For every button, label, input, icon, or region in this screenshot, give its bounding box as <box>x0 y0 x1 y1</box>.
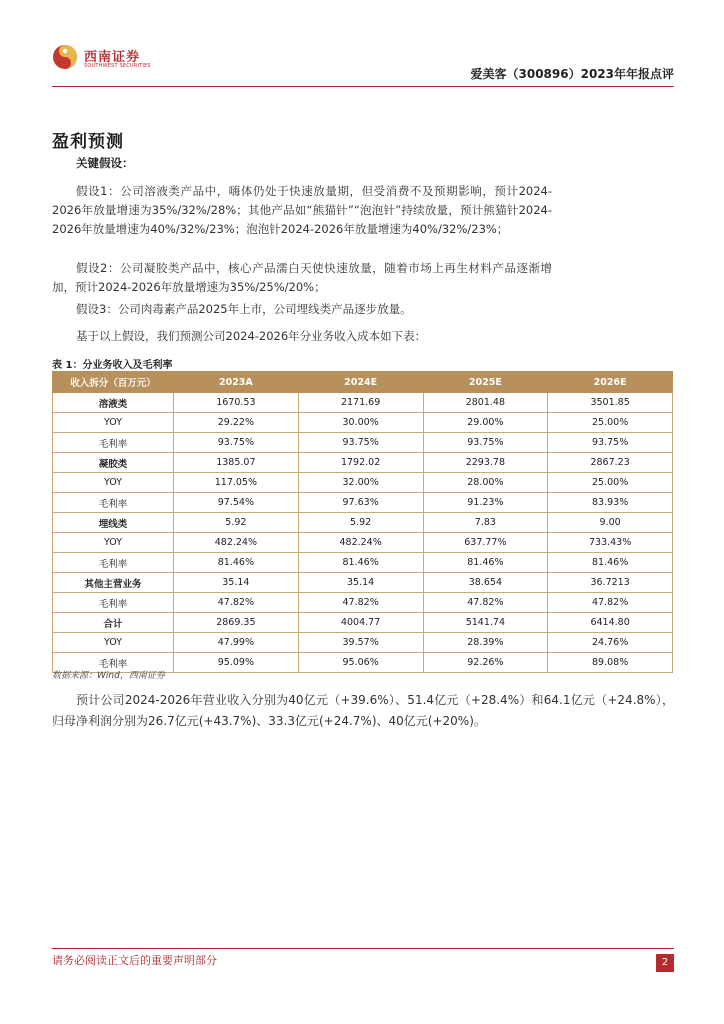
logo-icon <box>52 44 78 70</box>
table-cell: 24.76% <box>548 633 673 653</box>
table-cell: 81.46% <box>298 553 423 573</box>
table-cell: 733.43% <box>548 533 673 553</box>
table-cell: 2293.78 <box>423 453 548 473</box>
table-row-label: 凝胶类 <box>53 453 174 473</box>
footer-disclaimer: 请务必阅读正文后的重要声明部分 <box>52 954 217 967</box>
table-cell: 2171.69 <box>298 393 423 413</box>
table-cell: 93.75% <box>423 433 548 453</box>
forecast-intro: 基于以上假设，我们预测公司2024-2026年分业务收入成本如下表： <box>76 329 427 343</box>
table-cell: 25.00% <box>548 413 673 433</box>
table-cell: 29.00% <box>423 413 548 433</box>
table-cell: 92.26% <box>423 653 548 673</box>
table-cell: 91.23% <box>423 493 548 513</box>
table-cell: 47.82% <box>423 593 548 613</box>
table-cell: 30.00% <box>298 413 423 433</box>
table-row <box>53 593 673 613</box>
table-cell: 81.46% <box>174 553 299 573</box>
table-cell: 1670.53 <box>174 393 299 413</box>
table-row <box>53 473 673 493</box>
table-cell: 25.00% <box>548 473 673 493</box>
table-cell: 1385.07 <box>174 453 299 473</box>
table-row <box>53 553 673 573</box>
footer-divider <box>52 948 674 949</box>
table-row-label: 埋线类 <box>53 513 174 533</box>
table-cell: 6414.80 <box>548 613 673 633</box>
logo-chinese-name: 西南证券 <box>84 50 141 65</box>
table-row-label: YOY <box>53 533 174 553</box>
table-cell: 93.75% <box>548 433 673 453</box>
table-header-cell: 2024E <box>298 372 423 393</box>
table-cell: 81.46% <box>548 553 673 573</box>
table-row <box>53 613 673 633</box>
table-cell: 39.57% <box>298 633 423 653</box>
table-row-label: 毛利率 <box>53 433 174 453</box>
table-cell: 95.09% <box>174 653 299 673</box>
table-row-label: YOY <box>53 633 174 653</box>
table-cell: 47.99% <box>174 633 299 653</box>
table-row-label: YOY <box>53 473 174 493</box>
table-cell: 482.24% <box>174 533 299 553</box>
assumption-1: 假设1：公司溶液类产品中，嗨体仍处于快速放量期，但受消费不及预期影响，预计2024-2026年放量增速为35%/32%/28%；其他产品如“熊猫针”“泡泡针”持续放量，预计熊猫针2024-2026年放量增速为40%/32%/23%；泡泡针2024-2026年放量增速为40%/32%/23%； <box>52 184 552 236</box>
table-row <box>53 393 673 413</box>
table-cell: 35.14 <box>174 573 299 593</box>
table-cell: 47.82% <box>298 593 423 613</box>
table-row <box>53 413 673 433</box>
table-cell: 5.92 <box>174 513 299 533</box>
table-cell: 38.654 <box>423 573 548 593</box>
table-cell: 97.54% <box>174 493 299 513</box>
table-title: 表 1：分业务收入及毛利率 <box>52 360 173 371</box>
page-header <box>52 38 674 87</box>
table-row-label: YOY <box>53 413 174 433</box>
table-cell: 93.75% <box>298 433 423 453</box>
table-row-label: 毛利率 <box>53 593 174 613</box>
table-row <box>53 493 673 513</box>
table-cell: 9.00 <box>548 513 673 533</box>
table-row-label: 溶液类 <box>53 393 174 413</box>
table-cell: 97.63% <box>298 493 423 513</box>
table-cell: 5141.74 <box>423 613 548 633</box>
page-number: 2 <box>656 954 674 972</box>
table-cell: 3501.85 <box>548 393 673 413</box>
table-row-label: 其他主营业务 <box>53 573 174 593</box>
table-header-cell: 2025E <box>423 372 548 393</box>
forecast-conclusion: 预计公司2024-2026年营业收入分别为40亿元（+39.6%）、51.4亿元（+28.4%）和64.1亿元（+24.8%），归母净利润分别为26.7亿元(+43.7%)、33.3亿元(+24.7%)、40亿元(+20%)。 <box>52 693 674 728</box>
table-cell: 1792.02 <box>298 453 423 473</box>
table-cell: 637.77% <box>423 533 548 553</box>
table-cell: 83.93% <box>548 493 673 513</box>
section-title: 盈利预测 <box>52 132 124 152</box>
table-row <box>53 513 673 533</box>
table-row <box>53 433 673 453</box>
table-cell: 28.39% <box>423 633 548 653</box>
table-header-cell: 2026E <box>548 372 673 393</box>
revenue-table <box>52 371 673 673</box>
table-row <box>53 453 673 473</box>
table-cell: 7.83 <box>423 513 548 533</box>
assumption-2: 假设2：公司凝胶类产品中，核心产品濡白天使快速放量，随着市场上再生材料产品逐渐增加，预计2024-2026年放量增速为35%/25%/20%； <box>52 261 552 294</box>
table-row <box>53 533 673 553</box>
table-cell: 2869.35 <box>174 613 299 633</box>
table-row <box>53 573 673 593</box>
table-cell: 5.92 <box>298 513 423 533</box>
table-cell: 47.82% <box>548 593 673 613</box>
table-header-cell: 收入拆分（百万元） <box>53 372 174 393</box>
company-logo <box>52 44 162 74</box>
table-cell: 2867.23 <box>548 453 673 473</box>
table-cell: 35.14 <box>298 573 423 593</box>
table-header-cell: 2023A <box>174 372 299 393</box>
table-cell: 482.24% <box>298 533 423 553</box>
key-assumptions-label: 关键假设： <box>76 156 134 170</box>
table-cell: 81.46% <box>423 553 548 573</box>
table-cell: 89.08% <box>548 653 673 673</box>
report-title: 爱美客（300896）2023年年报点评 <box>470 67 674 81</box>
table-cell: 29.22% <box>174 413 299 433</box>
table-row <box>53 633 673 653</box>
table-cell: 2801.48 <box>423 393 548 413</box>
table-cell: 93.75% <box>174 433 299 453</box>
assumption-3: 假设3：公司肉毒素产品2025年上市，公司埋线类产品逐步放量。 <box>76 302 412 316</box>
table-row-label: 毛利率 <box>53 553 174 573</box>
table-cell: 32.00% <box>298 473 423 493</box>
table-cell: 95.06% <box>298 653 423 673</box>
table-row-label: 毛利率 <box>53 493 174 513</box>
logo-english-name: SOUTHWEST SECURITIES <box>84 63 151 69</box>
table-row-label: 合计 <box>53 613 174 633</box>
table-cell: 36.7213 <box>548 573 673 593</box>
table-row-label: 毛利率 <box>53 653 174 673</box>
table-cell: 47.82% <box>174 593 299 613</box>
data-source: 数据来源：Wind，西南证券 <box>52 671 165 681</box>
table-cell: 28.00% <box>423 473 548 493</box>
table-header-row <box>53 372 673 393</box>
table-cell: 4004.77 <box>298 613 423 633</box>
table-cell: 117.05% <box>174 473 299 493</box>
